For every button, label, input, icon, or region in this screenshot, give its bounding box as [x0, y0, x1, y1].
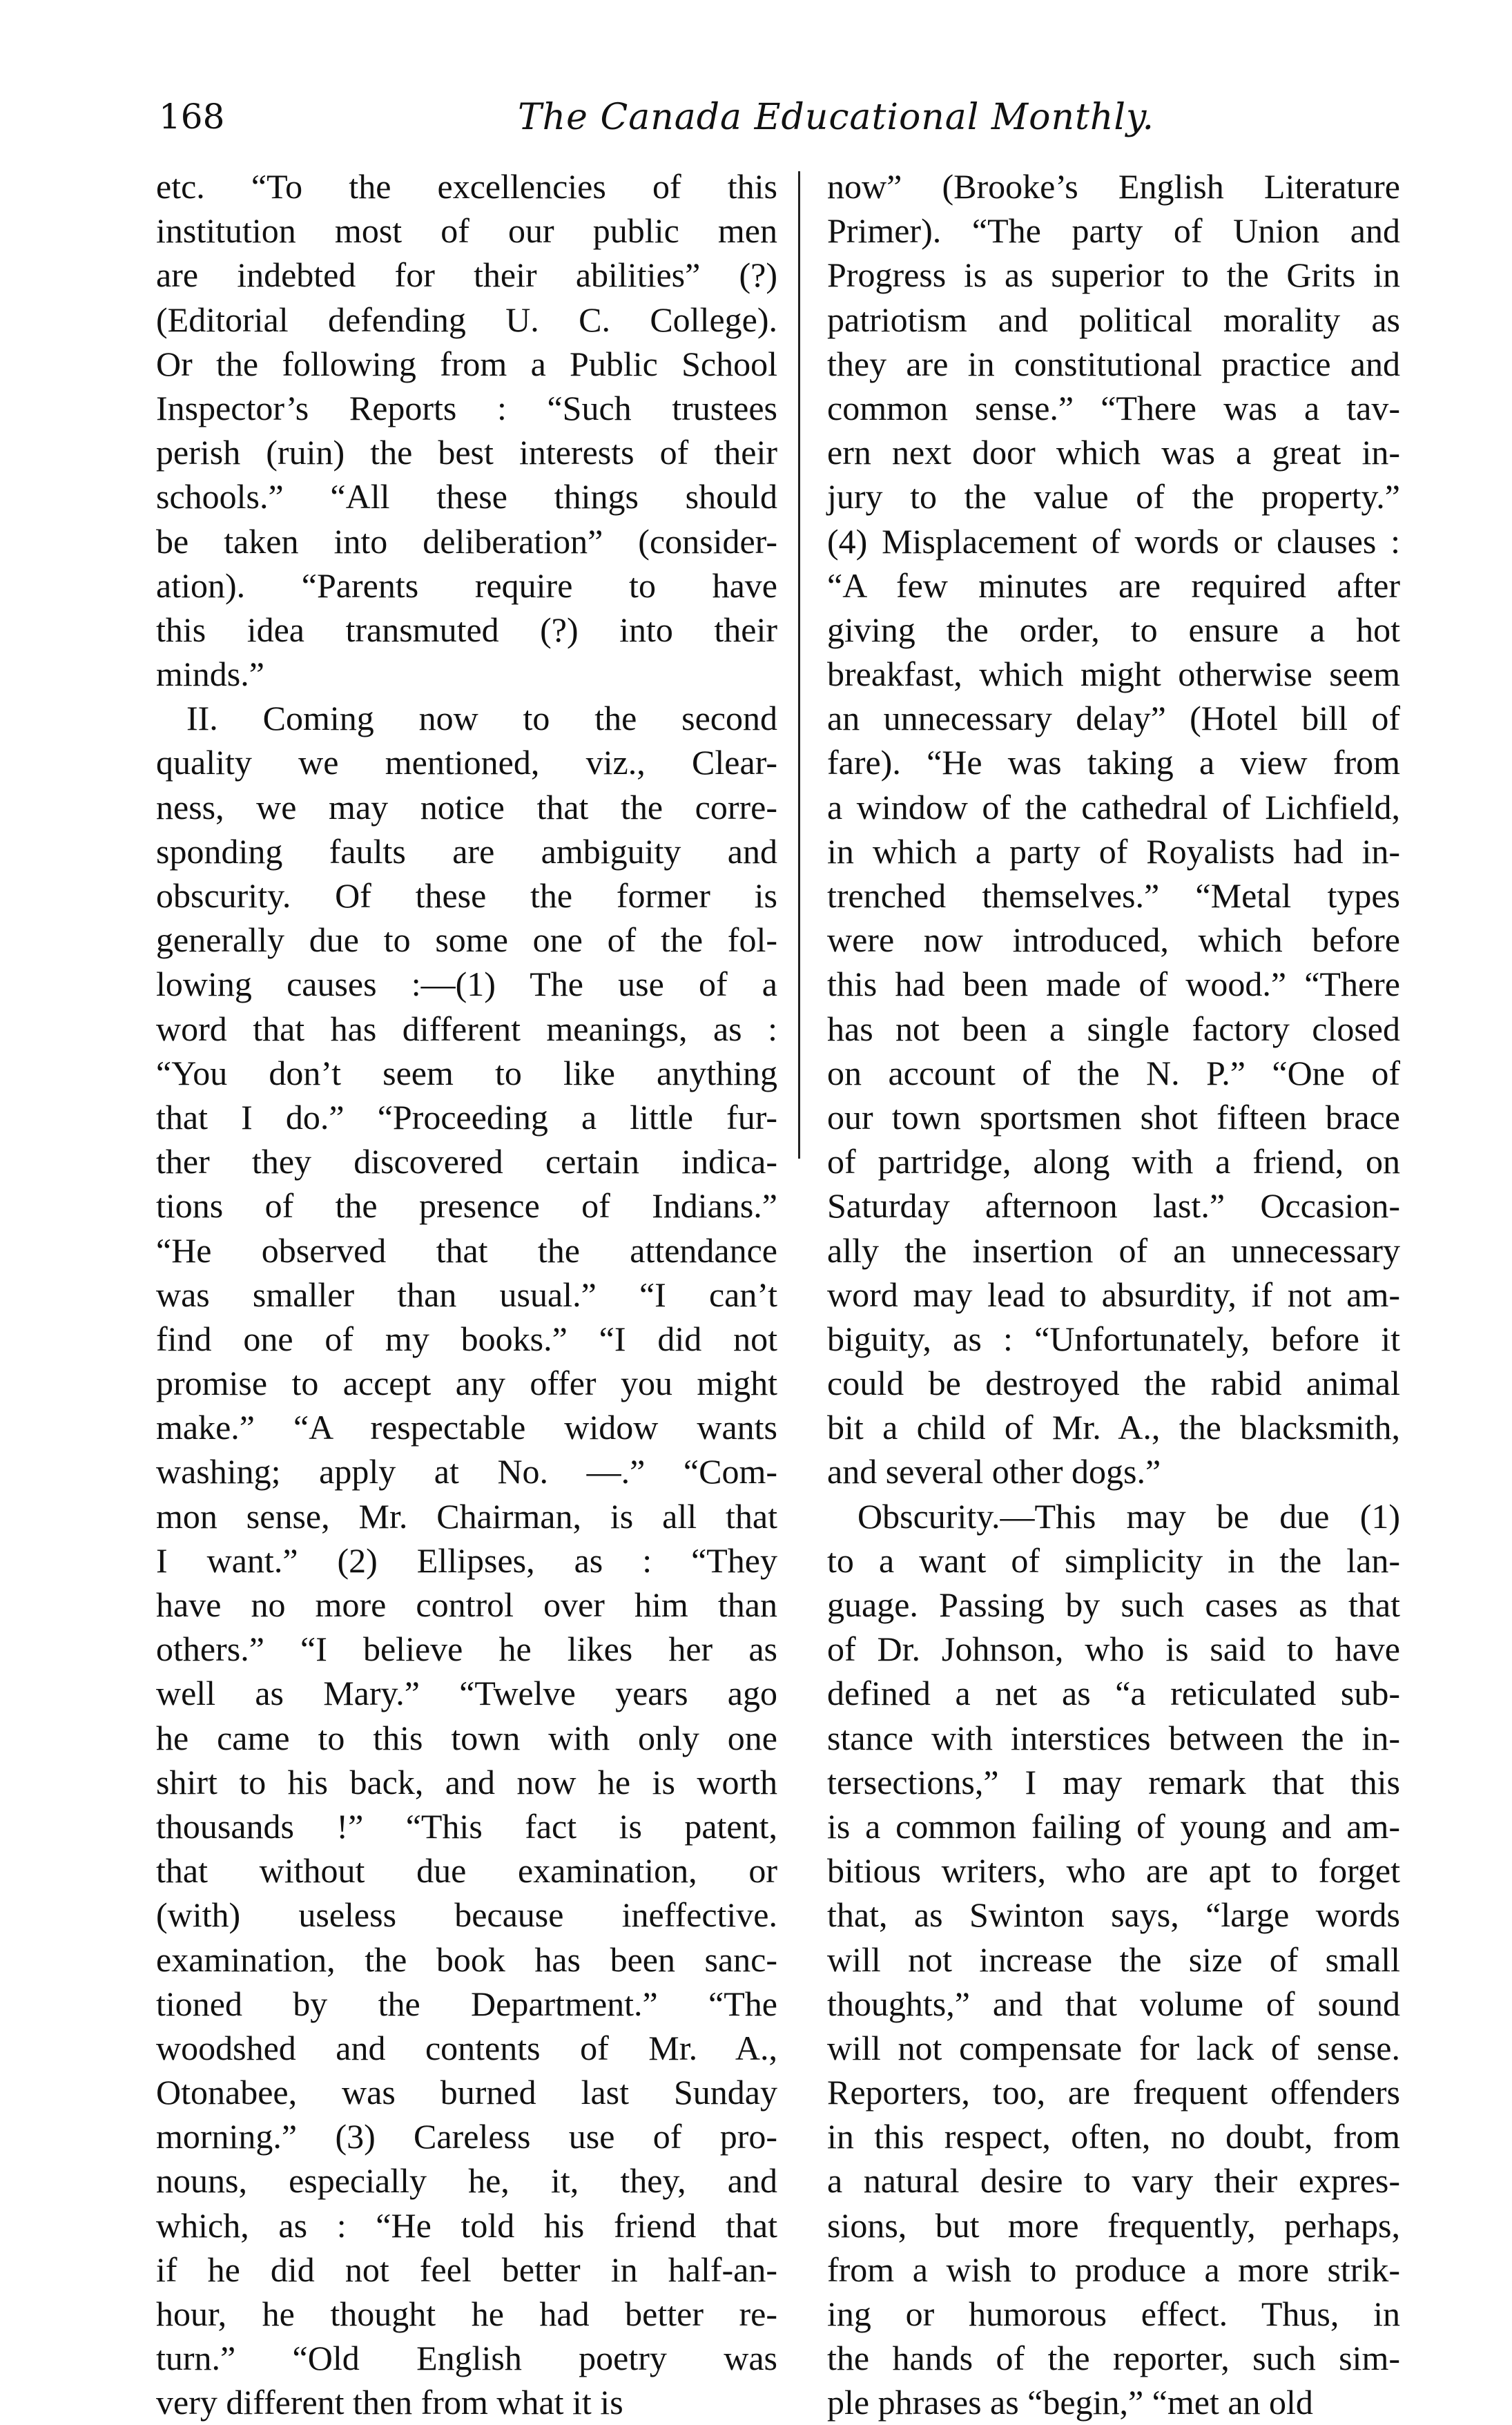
- text-line: turn.” “Old English poetry was: [156, 2339, 777, 2378]
- text-line: lowing causes :—(1) The use of a: [156, 965, 777, 1004]
- text-line: ern next door which was a great in-: [827, 433, 1400, 472]
- text-line: the hands of the reporter, such sim-: [827, 2339, 1400, 2378]
- text-line: and several other dogs.”: [827, 1452, 1161, 1491]
- text-line: make.” “A respectable widow wants: [156, 1408, 777, 1447]
- text-line: trenched themselves.” “Metal types: [827, 876, 1400, 915]
- text-line: word may lead to absurdity, if not am-: [827, 1275, 1400, 1314]
- text-line: that without due examination, or: [156, 1851, 777, 1891]
- text-line: if he did not feel better in half-an-: [156, 2250, 777, 2289]
- text-line: of Dr. Johnson, who is said to have: [827, 1630, 1400, 1669]
- text-line: were now introduced, which before: [827, 920, 1400, 960]
- text-line: woodshed and contents of Mr. A.,: [156, 2028, 777, 2067]
- text-line: institution most of our public men: [156, 211, 777, 251]
- text-line: that I do.” “Proceeding a little fur-: [156, 1097, 777, 1137]
- right-column: [827, 164, 1400, 2425]
- text-line: morning.” (3) Careless use of pro-: [156, 2117, 777, 2156]
- text-line: he came to this town with only one: [156, 1718, 777, 1757]
- text-line: is a common failing of young and am-: [827, 1806, 1400, 1846]
- text-line: have no more control over him than: [156, 1585, 777, 1624]
- text-line: nouns, especially he, it, they, and: [156, 2161, 777, 2201]
- text-line: from a wish to produce a more strik-: [827, 2250, 1400, 2289]
- text-line: on account of the N. P.” “One of: [827, 1053, 1400, 1092]
- text-line: to a want of simplicity in the lan-: [827, 1540, 1400, 1580]
- text-line: in this respect, often, no doubt, from: [827, 2117, 1400, 2156]
- text-line: in which a party of Royalists had in-: [827, 831, 1400, 871]
- text-line: tersections,” I may remark that this: [827, 1762, 1400, 1801]
- text-line: breakfast, which might otherwise seem: [827, 655, 1400, 694]
- text-line: ing or humorous effect. Thus, in: [827, 2294, 1400, 2333]
- text-line: Or the following from a Public School: [156, 344, 777, 383]
- text-line: promise to accept any offer you might: [156, 1364, 777, 1403]
- text-line: Progress is as superior to the Grits in: [827, 255, 1400, 295]
- text-line: shirt to his back, and now he is worth: [156, 1762, 777, 1801]
- text-line: thousands !” “This fact is patent,: [156, 1806, 777, 1846]
- text-line: an unnecessary delay” (Hotel bill of: [827, 699, 1400, 738]
- text-line: schools.” “All these things should: [156, 477, 777, 516]
- text-line: defined a net as “a reticulated sub-: [827, 1674, 1400, 1713]
- text-line: sponding faults are ambiguity and: [156, 831, 777, 871]
- text-line: Otonabee, was burned last Sunday: [156, 2073, 777, 2112]
- text-line: Reporters, too, are frequent offenders: [827, 2073, 1400, 2112]
- text-line: others.” “I believe he likes her as: [156, 1630, 777, 1669]
- text-line: that, as Swinton says, “large words: [827, 1895, 1400, 1935]
- text-line: Primer). “The party of Union and: [827, 211, 1400, 251]
- text-line: Obscurity.—This may be due (1): [857, 1496, 1400, 1536]
- text-line: biguity, as : “Unfortunately, before it: [827, 1319, 1400, 1358]
- text-line: obscurity. Of these the former is: [156, 876, 777, 915]
- left-column: [156, 164, 777, 2425]
- text-line: has not been a single factory closed: [827, 1009, 1400, 1048]
- text-line: find one of my books.” “I did not: [156, 1319, 777, 1358]
- text-line: minds.”: [156, 655, 264, 694]
- text-line: will not compensate for lack of sense.: [827, 2028, 1400, 2067]
- text-line: ation). “Parents require to have: [156, 566, 777, 605]
- text-line: mon sense, Mr. Chairman, is all that: [156, 1496, 777, 1536]
- text-line: will not increase the size of small: [827, 1940, 1400, 1979]
- running-title: The Canada Educational Monthly.: [518, 97, 1154, 138]
- text-line: are indebted for their abilities” (?): [156, 255, 777, 295]
- text-line: word that has different meanings, as :: [156, 1009, 777, 1048]
- text-line: stance with interstices between the in-: [827, 1718, 1400, 1757]
- text-line: a natural desire to vary their expres-: [827, 2161, 1400, 2201]
- text-line: guage. Passing by such cases as that: [827, 1585, 1400, 1624]
- text-line: sions, but more frequently, perhaps,: [827, 2205, 1400, 2245]
- text-line: examination, the book has been sanc-: [156, 1940, 777, 1979]
- text-line: I want.” (2) Ellipses, as : “They: [156, 1540, 777, 1580]
- text-line: common sense.” “There was a tav-: [827, 388, 1400, 427]
- text-line: very different then from what it is: [156, 2383, 623, 2422]
- page-header: [159, 97, 1388, 159]
- text-line: “You don’t seem to like anything: [156, 1053, 777, 1092]
- text-line: ther they discovered certain indica-: [156, 1142, 777, 1181]
- text-line: bit a child of Mr. A., the blacksmith,: [827, 1408, 1400, 1447]
- text-line: which, as : “He told his friend that: [156, 2205, 777, 2245]
- text-line: generally due to some one of the fol-: [156, 920, 777, 960]
- text-line: hour, he thought he had better re-: [156, 2294, 777, 2333]
- text-line: fare). “He was taking a view from: [827, 743, 1400, 782]
- text-line: “He observed that the attendance: [156, 1230, 777, 1270]
- text-line: giving the order, to ensure a hot: [827, 610, 1400, 649]
- text-line: tioned by the Department.” “The: [156, 1984, 777, 2023]
- text-line: Inspector’s Reports : “Such trustees: [156, 388, 777, 427]
- text-line: bitious writers, who are apt to forget: [827, 1851, 1400, 1891]
- text-line: ally the insertion of an unnecessary: [827, 1230, 1400, 1270]
- text-line: well as Mary.” “Twelve years ago: [156, 1674, 777, 1713]
- text-line: this had been made of wood.” “There: [827, 965, 1400, 1004]
- text-line: etc. “To the excellencies of this: [156, 167, 777, 206]
- text-line: (Editorial defending U. C. College).: [156, 300, 777, 339]
- page-number: 168: [159, 97, 225, 137]
- text-line: be taken into deliberation” (consider-: [156, 521, 777, 561]
- text-line: washing; apply at No. —.” “Com-: [156, 1452, 777, 1491]
- text-line: was smaller than usual.” “I can’t: [156, 1275, 777, 1314]
- text-line: (with) useless because ineffective.: [156, 1895, 777, 1935]
- text-line: tions of the presence of Indians.”: [156, 1186, 777, 1226]
- text-line: “A few minutes are required after: [827, 566, 1400, 605]
- text-line: could be destroyed the rabid animal: [827, 1364, 1400, 1403]
- text-line: they are in constitutional practice and: [827, 344, 1400, 383]
- text-line: II. Coming now to the second: [186, 699, 777, 738]
- text-line: now” (Brooke’s English Literature: [827, 167, 1400, 206]
- text-line: this idea transmuted (?) into their: [156, 610, 777, 649]
- text-line: quality we mentioned, viz., Clear-: [156, 743, 777, 782]
- column-divider: [798, 171, 800, 1159]
- text-line: patriotism and political morality as: [827, 300, 1400, 339]
- text-line: thoughts,” and that volume of sound: [827, 1984, 1400, 2023]
- text-line: ness, we may notice that the corre-: [156, 787, 777, 827]
- text-line: our town sportsmen shot fifteen brace: [827, 1097, 1400, 1137]
- text-line: perish (ruin) the best interests of their: [156, 433, 777, 472]
- text-line: jury to the value of the property.”: [827, 477, 1400, 516]
- text-line: Saturday afternoon last.” Occasion-: [827, 1186, 1400, 1226]
- text-line: of partridge, along with a friend, on: [827, 1142, 1400, 1181]
- text-line: (4) Misplacement of words or clauses :: [827, 521, 1400, 561]
- text-line: ple phrases as “begin,” “met an old: [827, 2383, 1313, 2422]
- text-line: a window of the cathedral of Lichfield,: [827, 787, 1400, 827]
